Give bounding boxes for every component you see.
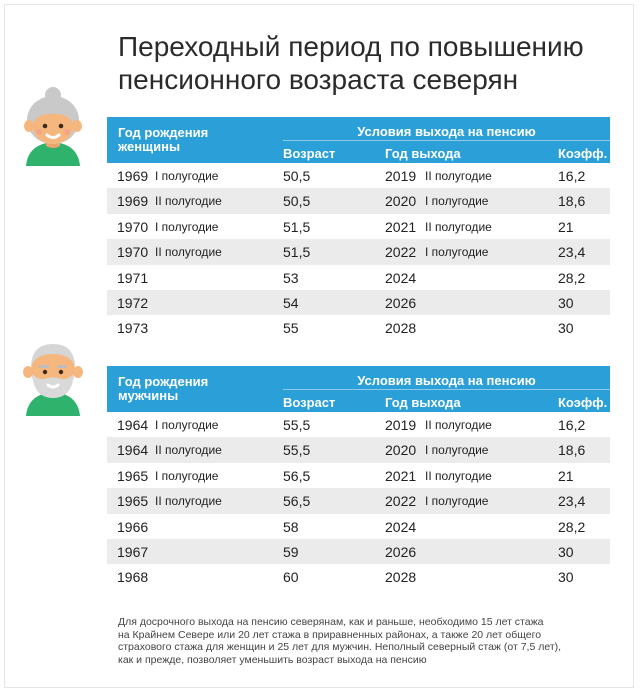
retire-year-cell: 2021 [385, 467, 417, 484]
men-table [107, 366, 610, 590]
retire-half-cell: II полугодие [425, 169, 492, 183]
footnote-line: как и прежде, позволяет уменьшить возраст выхода на пенсию [118, 653, 427, 666]
age-cell: 60 [283, 569, 299, 586]
retire-year-cell: 2024 [385, 269, 417, 286]
table-row [107, 290, 610, 315]
age-cell: 59 [283, 543, 299, 560]
birth-year-cell: 1973 [117, 320, 149, 337]
age-cell: 56,5 [283, 493, 311, 510]
retire-half-cell: II полугодие [425, 468, 492, 483]
women-retire-year-header: Год выхода [385, 146, 461, 161]
age-cell: 50,5 [283, 193, 311, 210]
retire-half-cell: II полугодие [425, 418, 492, 432]
age-cell: 56,5 [283, 467, 311, 484]
birth-half-cell: I полугодие [155, 468, 219, 483]
age-cell: 54 [283, 294, 299, 311]
retire-year-cell: 2022 [385, 493, 417, 510]
table-row [107, 265, 610, 290]
coef-cell: 16,2 [558, 168, 586, 184]
birth-half-cell: II полугодие [155, 443, 222, 458]
age-cell: 58 [283, 518, 299, 535]
title-line-1: Переходный период по повышению [118, 31, 584, 62]
title-line-2: пенсионного возраста северян [118, 64, 519, 95]
coef-cell: 18,6 [558, 193, 586, 210]
table-row [107, 488, 610, 513]
men-age-header: Возраст [283, 395, 336, 410]
table-row [107, 239, 610, 264]
table-row [107, 315, 610, 340]
birth-year-cell: 1970 [117, 244, 149, 261]
header-divider [283, 140, 610, 141]
retire-year-cell: 2028 [385, 569, 417, 586]
age-cell: 55,5 [283, 417, 311, 433]
retire-half-cell: I полугодие [425, 443, 489, 458]
footnote-line: на Крайнем Севере или 20 лет стажа в приравненных районах, а также 20 лет общего [118, 628, 542, 641]
coef-cell: 21 [558, 467, 574, 484]
birth-half-cell: II полугодие [155, 494, 222, 509]
women-coef-header: Коэфф. [558, 146, 608, 161]
retire-half-cell: I полугодие [425, 494, 489, 509]
men-coef-header: Коэфф. [558, 395, 608, 410]
retire-year-cell: 2019 [385, 417, 417, 433]
coef-cell: 21 [558, 218, 574, 235]
retire-half-cell: I полугодие [425, 245, 489, 260]
coef-cell: 28,2 [558, 518, 586, 535]
footnote-line: Для досрочного выхода на пенсию северянам, как и раньше, необходимо 15 лет стажа [118, 616, 544, 628]
birth-year-cell: 1964 [117, 417, 149, 433]
retire-year-cell: 2020 [385, 442, 417, 459]
retire-year-cell: 2021 [385, 218, 417, 235]
coef-cell: 30 [558, 294, 574, 311]
retire-year-cell: 2026 [385, 294, 417, 311]
age-cell: 53 [283, 269, 299, 286]
women-conditions-header: Условия выхода на пенсию [357, 124, 536, 139]
coef-cell: 28,2 [558, 269, 586, 286]
table-row [107, 188, 610, 213]
age-cell: 50,5 [283, 168, 311, 184]
women-table [107, 117, 610, 341]
age-cell: 55 [283, 320, 299, 337]
birth-year-cell: 1969 [117, 168, 149, 184]
retire-year-cell: 2020 [385, 193, 417, 210]
table-row [107, 437, 610, 462]
coef-cell: 30 [558, 569, 574, 586]
coef-cell: 16,2 [558, 417, 586, 433]
retire-year-cell: 2022 [385, 244, 417, 261]
age-cell: 55,5 [283, 442, 311, 459]
birth-half-cell: II полугодие [155, 245, 222, 260]
elderly-man-icon [18, 336, 88, 416]
birth-year-cell: 1971 [117, 269, 149, 286]
birth-year-cell: 1964 [117, 442, 149, 459]
age-cell: 51,5 [283, 218, 311, 235]
retire-year-cell: 2024 [385, 518, 417, 535]
table-row [107, 539, 610, 564]
footnote [118, 616, 613, 666]
birth-half-cell: II полугодие [155, 194, 222, 209]
retire-year-cell: 2028 [385, 320, 417, 337]
birth-year-cell: 1965 [117, 467, 149, 484]
retire-half-cell: II полугодие [425, 219, 492, 234]
footnote-line: страхового стажа для женщин и 25 лет для мужчин. Неполный северный стаж (от 7,5 лет), [118, 641, 562, 654]
birth-year-cell: 1968 [117, 569, 149, 586]
men-table-body [107, 412, 610, 590]
header-divider [283, 389, 610, 390]
retire-year-cell: 2026 [385, 543, 417, 560]
women-table-header [107, 117, 610, 163]
women-birth-header: Год рождения женщины [118, 125, 209, 154]
birth-half-cell: I полугодие [155, 219, 219, 234]
birth-half-cell: I полугодие [155, 169, 219, 183]
men-retire-year-header: Год выхода [385, 395, 461, 410]
birth-year-cell: 1972 [117, 294, 149, 311]
retire-half-cell: I полугодие [425, 194, 489, 209]
page-title [118, 30, 618, 96]
men-birth-header: Год рождения мужчины [118, 374, 209, 403]
age-cell: 51,5 [283, 244, 311, 261]
birth-year-cell: 1970 [117, 218, 149, 235]
table-row [107, 514, 610, 539]
table-row [107, 163, 610, 188]
table-row [107, 214, 610, 239]
elderly-woman-icon [18, 86, 88, 166]
coef-cell: 30 [558, 543, 574, 560]
women-table-body [107, 163, 610, 341]
men-conditions-header: Условия выхода на пенсию [357, 373, 536, 388]
table-row [107, 412, 610, 437]
coef-cell: 18,6 [558, 442, 586, 459]
coef-cell: 30 [558, 320, 574, 337]
men-table-header [107, 366, 610, 412]
birth-year-cell: 1966 [117, 518, 149, 535]
birth-year-cell: 1967 [117, 543, 149, 560]
table-row [107, 463, 610, 488]
birth-year-cell: 1969 [117, 193, 149, 210]
birth-half-cell: I полугодие [155, 418, 219, 432]
table-row [107, 564, 610, 589]
birth-year-cell: 1965 [117, 493, 149, 510]
coef-cell: 23,4 [558, 244, 586, 261]
retire-year-cell: 2019 [385, 168, 417, 184]
women-age-header: Возраст [283, 146, 336, 161]
coef-cell: 23,4 [558, 493, 586, 510]
